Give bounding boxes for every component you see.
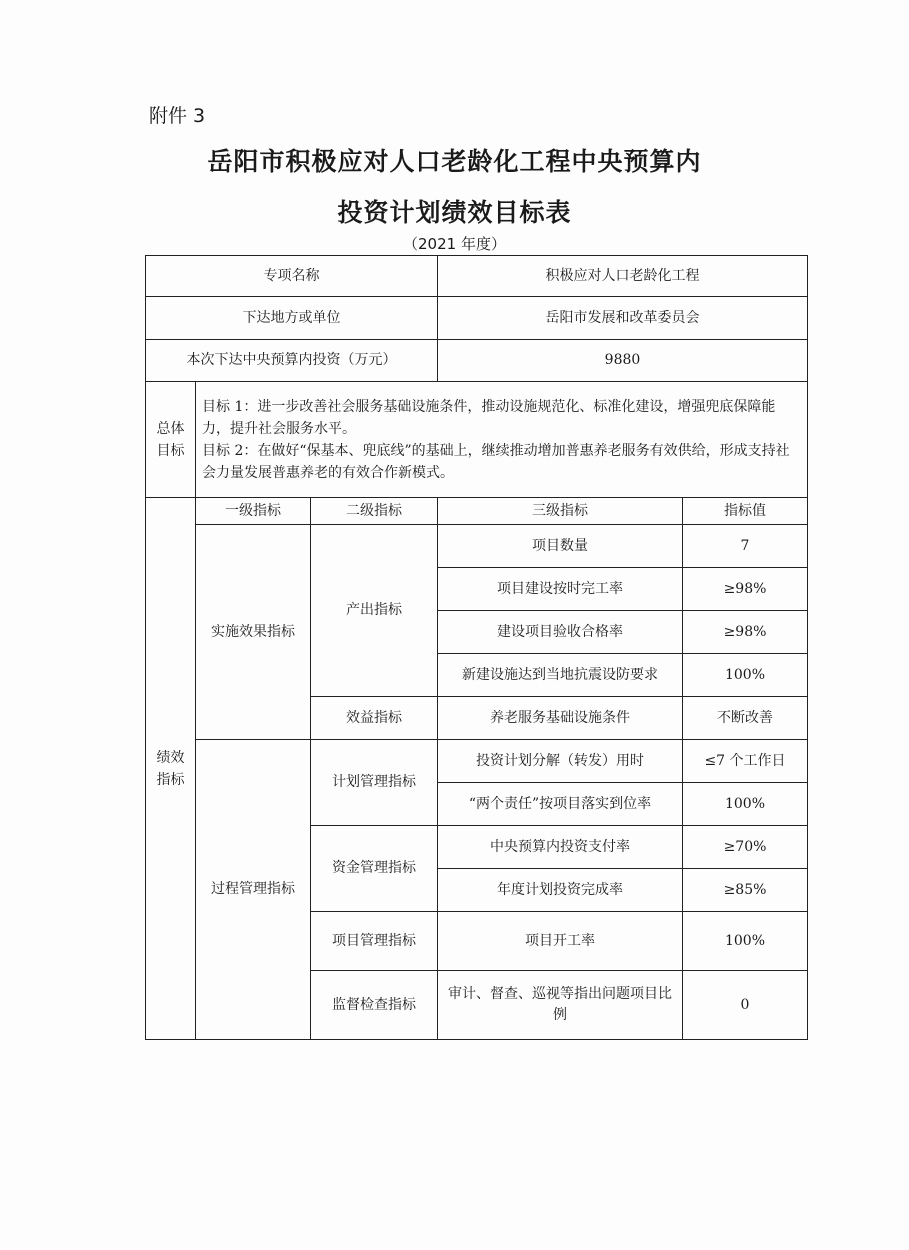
year-label: （2021 年度）: [403, 235, 506, 253]
indicator-header-row: [146, 498, 808, 525]
indicator-value: 100%: [683, 783, 808, 826]
header-level2: 二级指标: [311, 498, 438, 525]
investment-value: 9880: [438, 340, 808, 382]
indicator-name: “两个责任”按项目落实到位率: [438, 783, 683, 826]
indicator-name: 年度计划投资完成率: [438, 869, 683, 912]
project-name-label: 专项名称: [146, 256, 438, 297]
unit-value: 岳阳市发展和改革委员会: [438, 297, 808, 340]
overall-goals-text: [196, 382, 808, 498]
indicator-value: ≥98%: [683, 611, 808, 654]
indicator-name: 养老服务基础设施条件: [438, 697, 683, 740]
indicators-label: 绩效指标: [146, 498, 196, 1040]
level2-benefit: 效益指标: [311, 697, 438, 740]
info-row-project-name: [146, 256, 808, 297]
indicator-value: 100%: [683, 912, 808, 971]
document-title-line1: 岳阳市积极应对人口老龄化工程中央预算内: [207, 147, 702, 176]
indicator-value: 7: [683, 525, 808, 568]
table-row: [146, 740, 808, 783]
level2-output: 产出指标: [311, 525, 438, 697]
indicator-name: 审计、督查、巡视等指出问题项目比例: [438, 971, 683, 1040]
goal-2: 目标 2：在做好“保基本、兜底线”的基础上，继续推动增加普惠养老服务有效供给，形成支持社会力量发展普惠养老的有效合作新模式。: [202, 442, 790, 481]
header-level1: 一级指标: [196, 498, 311, 525]
header-level3: 三级指标: [438, 498, 683, 525]
indicator-name: 项目建设按时完工率: [438, 568, 683, 611]
level1-implementation: 实施效果指标: [196, 525, 311, 740]
level2-plan: 计划管理指标: [311, 740, 438, 826]
indicator-value: ≥98%: [683, 568, 808, 611]
project-name-value: 积极应对人口老龄化工程: [438, 256, 808, 297]
goal-1: 目标 1：进一步改善社会服务基础设施条件，推动设施规范化、标准化建设，增强兜底保障能力，提升社会服务水平。: [202, 398, 776, 437]
investment-label: 本次下达中央预算内投资（万元）: [146, 340, 438, 382]
level2-project: 项目管理指标: [311, 912, 438, 971]
indicator-name: 建设项目验收合格率: [438, 611, 683, 654]
performance-target-table: [145, 255, 808, 1040]
indicator-name: 项目开工率: [438, 912, 683, 971]
unit-label: 下达地方或单位: [146, 297, 438, 340]
table-row: [146, 525, 808, 568]
indicator-value: ≤7 个工作日: [683, 740, 808, 783]
info-row-investment: [146, 340, 808, 382]
indicator-value: ≥70%: [683, 826, 808, 869]
info-row-unit: [146, 297, 808, 340]
indicator-name: 新建设施达到当地抗震设防要求: [438, 654, 683, 697]
overall-goals-label: 总体目标: [146, 382, 196, 498]
indicator-value: 100%: [683, 654, 808, 697]
indicator-name: 投资计划分解（转发）用时: [438, 740, 683, 783]
indicator-name: 项目数量: [438, 525, 683, 568]
document-title-line2: 投资计划绩效目标表: [337, 198, 572, 227]
attachment-label: 附件 3: [149, 105, 206, 127]
indicator-value: ≥85%: [683, 869, 808, 912]
level2-supervision: 监督检查指标: [311, 971, 438, 1040]
indicator-value: 0: [683, 971, 808, 1040]
header-value: 指标值: [683, 498, 808, 525]
indicator-name: 中央预算内投资支付率: [438, 826, 683, 869]
overall-goals-row: [146, 382, 808, 498]
level1-process: 过程管理指标: [196, 740, 311, 1040]
level2-funds: 资金管理指标: [311, 826, 438, 912]
indicator-value: 不断改善: [683, 697, 808, 740]
